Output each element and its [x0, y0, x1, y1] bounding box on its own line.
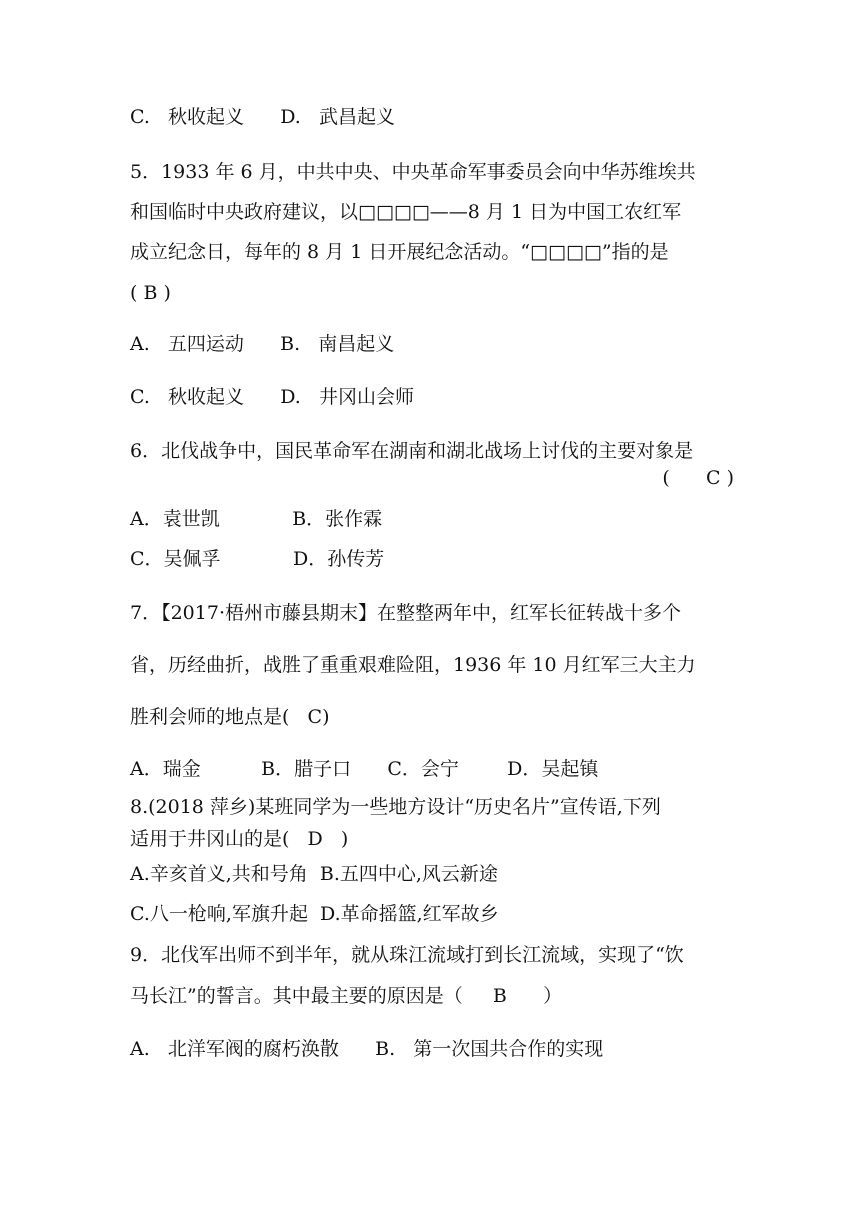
q8-options-ab: A.辛亥首义,共和号角 B.五四中心,风云新途 [130, 863, 498, 885]
q6-options-cd: C．吴佩孚 D．孙传芳 [130, 548, 385, 570]
q9-stem-line1: 9．北伐军出师不到半年，就从珠江流域打到长江流域，实现了“饮 [130, 944, 684, 966]
q6-answer: ( C ) [662, 467, 734, 489]
q7-stem-line3: 胜利会师的地点是( C) [130, 706, 330, 728]
q9-stem-line2: 马长江”的誓言。其中最主要的原因是（ B ） [130, 985, 563, 1007]
q7-stem-line2: 省，历经曲折，战胜了重重艰难险阻，1936 年 10 月红军三大主力 [130, 654, 696, 676]
q7-options: A．瑞金 B．腊子口 C．会宁 D．吴起镇 [130, 758, 599, 780]
q5-stem-line3: 成立纪念日，每年的 8 月 1 日开展纪念活动。“□□□□”指的是 [130, 241, 669, 263]
q5-answer: ( B ) [130, 282, 171, 304]
q5-stem-line2: 和国临时中央政府建议，以□□□□——8 月 1 日为中国工农红军 [130, 201, 682, 223]
q7-stem-line1: 7．【2017·梧州市藤县期末】在整整两年中，红军长征转战十多个 [130, 602, 681, 624]
q5-options-cd: C. 秋收起义 D. 井冈山会师 [130, 386, 414, 408]
q8-stem-line2: 适用于井冈山的是( D ) [130, 828, 349, 850]
q9-options-ab: A. 北洋军阀的腐朽涣散 B. 第一次国共合作的实现 [130, 1038, 604, 1060]
q6-stem: 6．北伐战争中，国民革命军在湖南和湖北战场上讨伐的主要对象是 [130, 440, 694, 462]
q4-options-cd: C. 秋收起义 D. 武昌起义 [130, 106, 395, 128]
q5-options-ab: A. 五四运动 B. 南昌起义 [130, 333, 395, 355]
q5-stem-line1: 5．1933 年 6 月，中共中央、中央革命军事委员会向中华苏维埃共 [130, 161, 696, 183]
q8-options-cd: C.八一枪响,军旗升起 D.革命摇篮,红军故乡 [130, 903, 499, 925]
q6-options-ab: A．袁世凯 B．张作霖 [130, 508, 383, 530]
q8-stem-line1: 8.(2018 萍乡)某班同学为一些地方设计“历史名片”宣传语,下列 [130, 796, 661, 818]
